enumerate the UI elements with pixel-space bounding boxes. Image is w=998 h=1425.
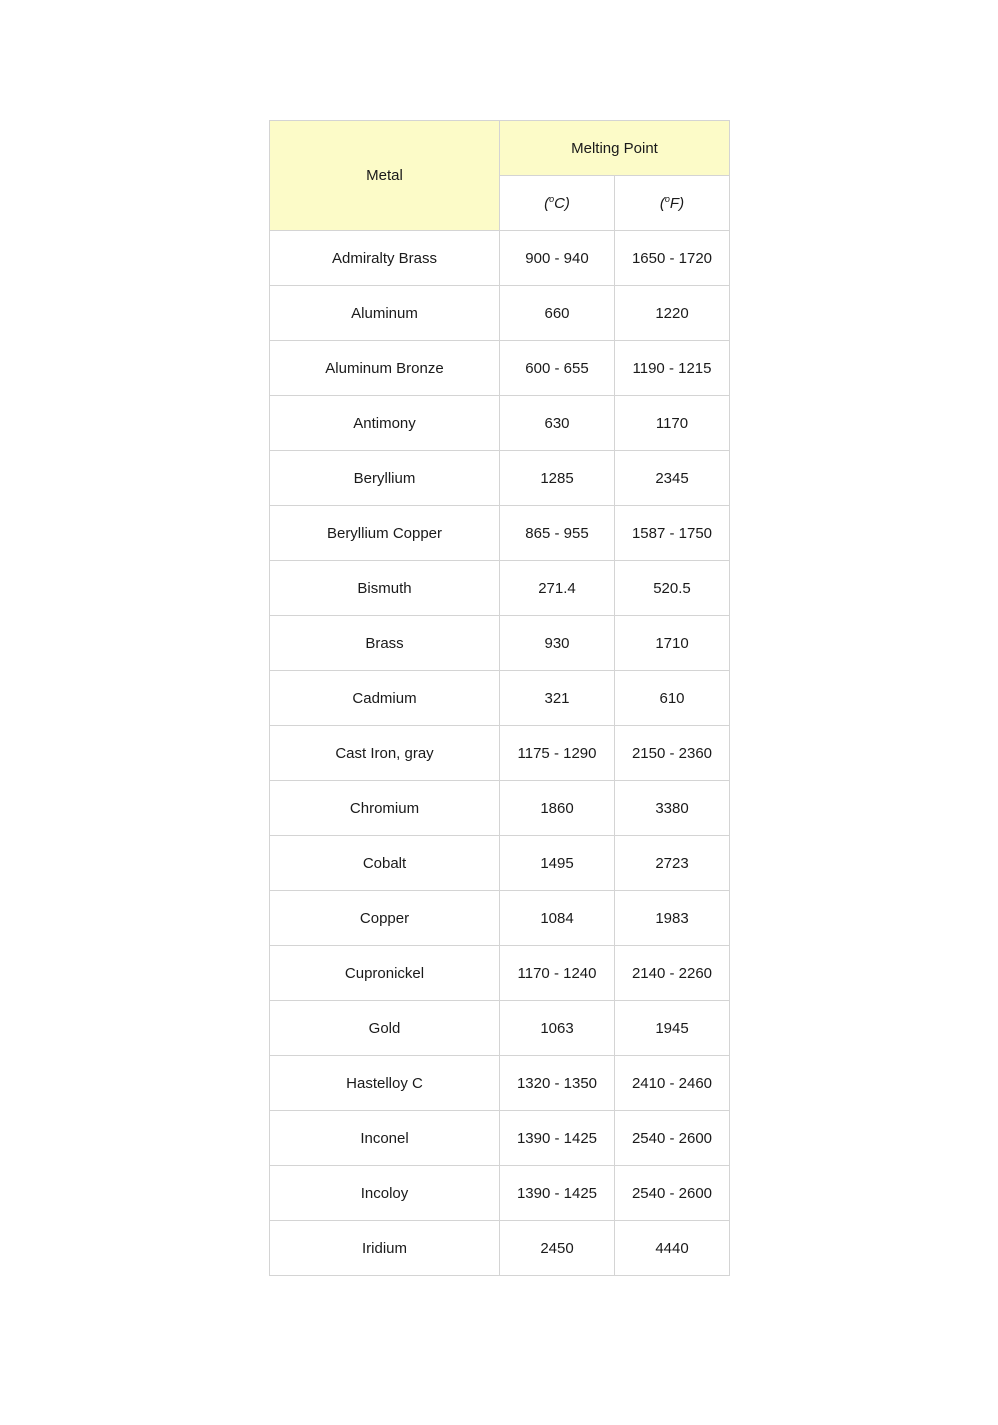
table-row — [270, 781, 730, 836]
metal-name-cell: Bismuth — [270, 561, 500, 616]
melting-point-fahrenheit-cell: 1650 - 1720 — [615, 231, 730, 286]
metal-name-cell: Gold — [270, 1001, 500, 1056]
metal-name-cell: Aluminum Bronze — [270, 341, 500, 396]
metal-name-cell: Aluminum — [270, 286, 500, 341]
celsius-degree: o — [549, 194, 555, 204]
melting-point-fahrenheit-cell: 4440 — [615, 1221, 730, 1276]
melting-point-fahrenheit-cell: 2540 - 2600 — [615, 1111, 730, 1166]
melting-point-celsius-cell: 900 - 940 — [500, 231, 615, 286]
table-row — [270, 561, 730, 616]
melting-point-fahrenheit-cell: 2140 - 2260 — [615, 946, 730, 1001]
melting-point-celsius-cell: 1495 — [500, 836, 615, 891]
table-row — [270, 1001, 730, 1056]
metal-name-cell: Cadmium — [270, 671, 500, 726]
table-row — [270, 1056, 730, 1111]
melting-point-celsius-cell: 1285 — [500, 451, 615, 506]
table-row — [270, 286, 730, 341]
table-body — [270, 231, 730, 1276]
metal-name-cell: Chromium — [270, 781, 500, 836]
fahrenheit-unit-header — [615, 176, 730, 231]
fahrenheit-open: ( — [659, 195, 665, 212]
metal-name-cell: Cobalt — [270, 836, 500, 891]
metal-name-cell: Brass — [270, 616, 500, 671]
table-row — [270, 671, 730, 726]
table-row — [270, 891, 730, 946]
melting-point-fahrenheit-cell: 2723 — [615, 836, 730, 891]
melting-point-fahrenheit-cell: 1983 — [615, 891, 730, 946]
melting-point-celsius-cell: 630 — [500, 396, 615, 451]
melting-point-header: Melting Point — [500, 121, 730, 176]
table-row — [270, 231, 730, 286]
metal-name-cell: Copper — [270, 891, 500, 946]
melting-point-celsius-cell: 930 — [500, 616, 615, 671]
melting-point-fahrenheit-cell: 1710 — [615, 616, 730, 671]
melting-point-fahrenheit-cell: 1945 — [615, 1001, 730, 1056]
metal-name-cell: Cast Iron, gray — [270, 726, 500, 781]
header-row-top — [270, 121, 730, 176]
metal-column-header: Metal — [270, 121, 500, 231]
melting-point-table — [269, 120, 730, 1276]
fahrenheit-degree: o — [664, 194, 670, 204]
melting-point-fahrenheit-cell: 3380 — [615, 781, 730, 836]
metal-name-cell: Antimony — [270, 396, 500, 451]
melting-point-fahrenheit-cell: 2150 - 2360 — [615, 726, 730, 781]
table-header — [270, 121, 730, 231]
melting-point-fahrenheit-cell: 2540 - 2600 — [615, 1166, 730, 1221]
melting-point-fahrenheit-cell: 520.5 — [615, 561, 730, 616]
melting-point-celsius-cell: 1390 - 1425 — [500, 1111, 615, 1166]
melting-point-celsius-cell: 1860 — [500, 781, 615, 836]
table-row — [270, 946, 730, 1001]
melting-point-celsius-cell: 1084 — [500, 891, 615, 946]
metal-name-cell: Inconel — [270, 1111, 500, 1166]
fahrenheit-close: F) — [669, 195, 685, 212]
table-row — [270, 341, 730, 396]
melting-point-celsius-cell: 1390 - 1425 — [500, 1166, 615, 1221]
table-row — [270, 1166, 730, 1221]
metal-name-cell: Iridium — [270, 1221, 500, 1276]
melting-point-celsius-cell: 1170 - 1240 — [500, 946, 615, 1001]
melting-point-fahrenheit-cell: 2410 - 2460 — [615, 1056, 730, 1111]
melting-point-celsius-cell: 660 — [500, 286, 615, 341]
metal-name-cell: Beryllium Copper — [270, 506, 500, 561]
melting-point-fahrenheit-cell: 1220 — [615, 286, 730, 341]
table-row — [270, 396, 730, 451]
melting-point-fahrenheit-cell: 2345 — [615, 451, 730, 506]
melting-point-fahrenheit-cell: 1587 - 1750 — [615, 506, 730, 561]
celsius-unit-header — [500, 176, 615, 231]
celsius-open: ( — [544, 195, 550, 212]
melting-point-celsius-cell: 321 — [500, 671, 615, 726]
melting-point-celsius-cell: 1063 — [500, 1001, 615, 1056]
metal-name-cell: Cupronickel — [270, 946, 500, 1001]
melting-point-celsius-cell: 1175 - 1290 — [500, 726, 615, 781]
melting-point-celsius-cell: 600 - 655 — [500, 341, 615, 396]
melting-point-celsius-cell: 271.4 — [500, 561, 615, 616]
melting-point-celsius-cell: 2450 — [500, 1221, 615, 1276]
metal-name-cell: Beryllium — [270, 451, 500, 506]
table-row — [270, 506, 730, 561]
melting-point-fahrenheit-cell: 1190 - 1215 — [615, 341, 730, 396]
table-row — [270, 1221, 730, 1276]
melting-point-celsius-cell: 1320 - 1350 — [500, 1056, 615, 1111]
metal-name-cell: Hastelloy C — [270, 1056, 500, 1111]
table-row — [270, 616, 730, 671]
melting-point-fahrenheit-cell: 1170 — [615, 396, 730, 451]
table-row — [270, 451, 730, 506]
melting-point-table-container — [269, 120, 729, 1276]
metal-name-cell: Admiralty Brass — [270, 231, 500, 286]
melting-point-fahrenheit-cell: 610 — [615, 671, 730, 726]
celsius-close: C) — [554, 195, 570, 212]
metal-name-cell: Incoloy — [270, 1166, 500, 1221]
melting-point-celsius-cell: 865 - 955 — [500, 506, 615, 561]
table-row — [270, 726, 730, 781]
table-row — [270, 1111, 730, 1166]
table-row — [270, 836, 730, 891]
